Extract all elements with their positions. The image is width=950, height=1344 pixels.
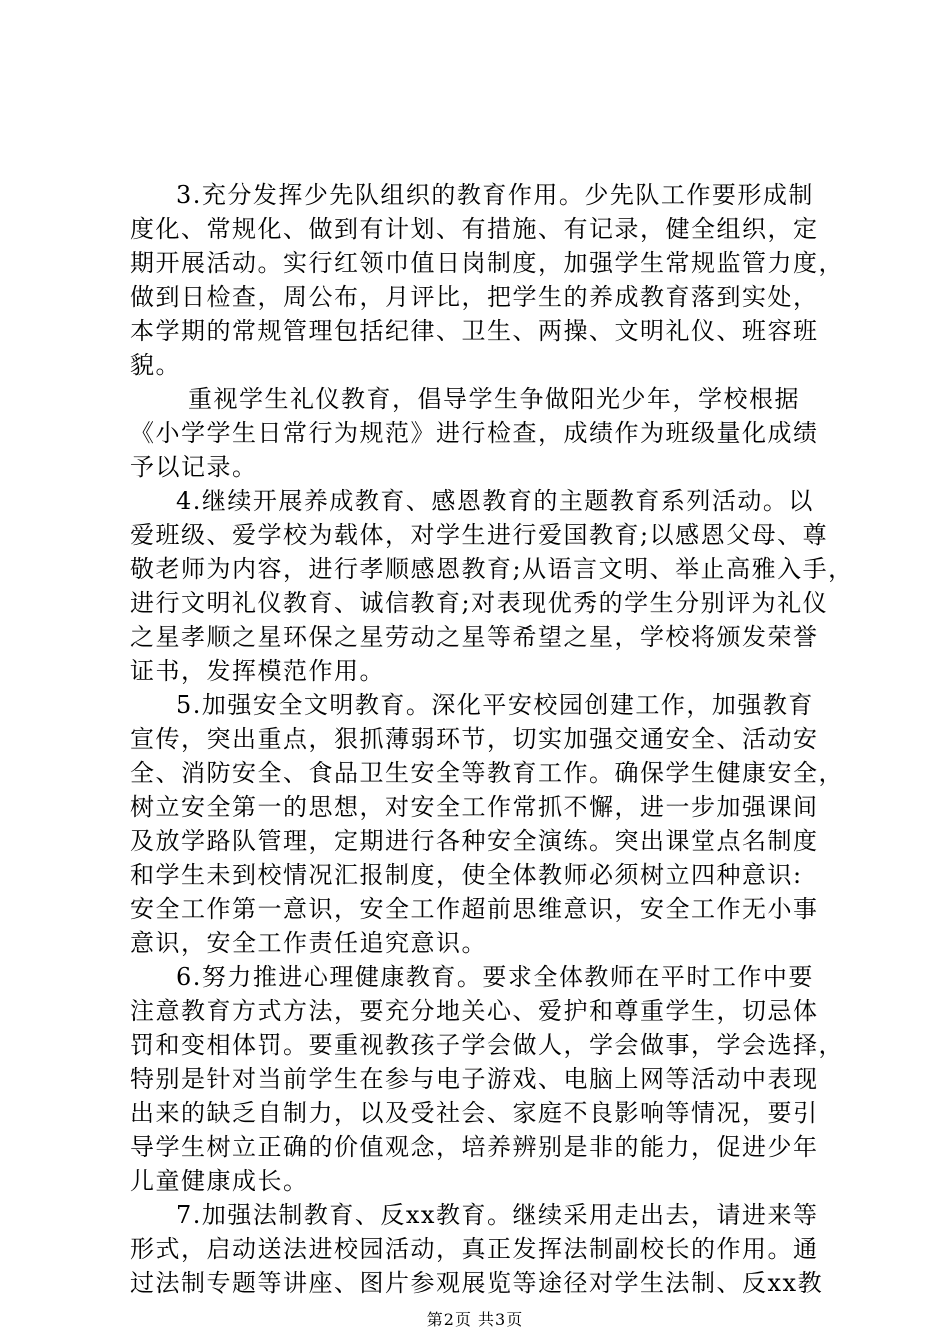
paragraph-line: 敬老师为内容，进行孝顺感恩教育;从语言文明、举止高雅入手，: [130, 555, 854, 583]
paragraph-line: 7.加强法制教育、反xx教育。继续采用走出去，请进来等: [176, 1201, 819, 1229]
paragraph-line: 罚和变相体罚。要重视教孩子学会做人，学会做事，学会选择，: [130, 1031, 844, 1059]
paragraph-line: 貌。: [130, 351, 181, 379]
paragraph-line: 全、消防安全、食品卫生安全等教育工作。确保学生健康安全，: [130, 759, 844, 787]
paragraph-line: 证书，发挥模范作用。: [130, 657, 385, 685]
paragraph-line: 宣传，突出重点，狠抓薄弱环节，切实加强交通安全、活动安: [130, 725, 819, 753]
paragraph-line: 3.充分发挥少先队组织的教育作用。少先队工作要形成制: [176, 181, 814, 209]
paragraph-line: 意识，安全工作责任追究意识。: [130, 929, 487, 957]
paragraph-line: 重视学生礼仪教育，倡导学生争做阳光少年，学校根据: [188, 385, 800, 413]
paragraph-line: 4.继续开展养成教育、感恩教育的主题教育系列活动。以: [176, 487, 814, 515]
paragraph-line: 期开展活动。实行红领巾值日岗制度，加强学生常规监管力度，: [130, 249, 844, 277]
paragraph-line: 树立安全第一的思想，对安全工作常抓不懈，进一步加强课间: [130, 793, 819, 821]
paragraph-line: 予以记录。: [130, 453, 258, 481]
paragraph-line: 形式，启动送法进校园活动，真正发挥法制副校长的作用。通: [130, 1235, 819, 1263]
paragraph-line: 《小学学生日常行为规范》进行检查，成绩作为班级量化成绩: [130, 419, 819, 447]
paragraph-line: 过法制专题等讲座、图片参观展览等途径对学生法制、反xx教: [130, 1269, 824, 1297]
paragraph-line: 儿童健康成长。: [130, 1167, 309, 1195]
paragraph-line: 导学生树立正确的价值观念，培养辨别是非的能力，促进少年: [130, 1133, 819, 1161]
paragraph-line: 注意教育方式方法，要充分地关心、爱护和尊重学生，切忌体: [130, 997, 819, 1025]
paragraph-line: 及放学路队管理，定期进行各种安全演练。突出课堂点名制度: [130, 827, 819, 855]
paragraph-line: 5.加强安全文明教育。深化平安校园创建工作，加强教育: [176, 691, 814, 719]
paragraph-line: 度化、常规化、做到有计划、有措施、有记录，健全组织，定: [130, 215, 819, 243]
paragraph-line: 本学期的常规管理包括纪律、卫生、两操、文明礼仪、班容班: [130, 317, 819, 345]
paragraph-line: 和学生未到校情况汇报制度，使全体教师必须树立四种意识:: [130, 861, 803, 889]
paragraph-line: 爱班级、爱学校为载体，对学生进行爱国教育;以感恩父母、尊: [130, 521, 829, 549]
page-footer: 第2页 共3页: [426, 1310, 524, 1329]
paragraph-line: 安全工作第一意识，安全工作超前思维意识，安全工作无小事: [130, 895, 819, 923]
paragraph-line: 进行文明礼仪教育、诚信教育;对表现优秀的学生分别评为礼仪: [130, 589, 829, 617]
paragraph-line: 特别是针对当前学生在参与电子游戏、电脑上网等活动中表现: [130, 1065, 819, 1093]
paragraph-line: 6.努力推进心理健康教育。要求全体教师在平时工作中要: [176, 963, 814, 991]
paragraph-line: 之星孝顺之星环保之星劳动之星等希望之星，学校将颁发荣誉: [130, 623, 819, 651]
paragraph-line: 出来的缺乏自制力，以及受社会、家庭不良影响等情况，要引: [130, 1099, 819, 1127]
paragraph-line: 做到日检查，周公布，月评比，把学生的养成教育落到实处，: [130, 283, 819, 311]
